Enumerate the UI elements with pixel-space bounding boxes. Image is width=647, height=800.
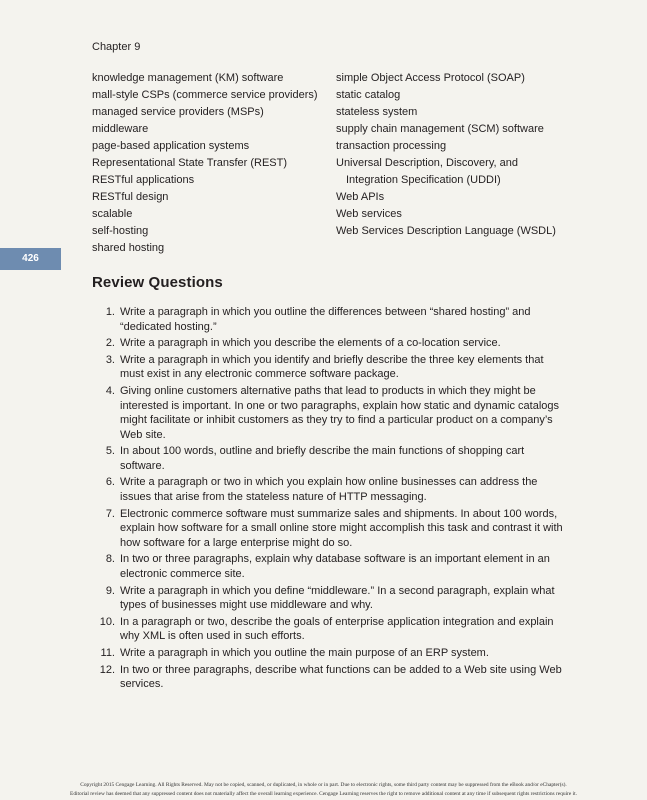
- review-question: [92, 507, 564, 551]
- review-question: [92, 444, 564, 473]
- question-number: 9.: [105, 584, 115, 597]
- copyright-notice: Copyright 2015 Cengage Learning. All Rights Reserved. May not be copied, scanned, or duplicated, in whole or in part. Due to electronic rights, some third party content may be suppressed from the eBook and/or eChapter(s).: [80, 782, 567, 788]
- question-text: In two or three paragraphs, describe what functions can be added to a Web site using Web services.: [120, 663, 562, 691]
- key-term: knowledge management (KM) software: [92, 72, 284, 84]
- question-text: Write a paragraph in which you outline the main purpose of an ERP system.: [120, 646, 489, 659]
- key-terms-column-1: [92, 70, 336, 257]
- review-question: [92, 475, 564, 504]
- review-question: [92, 336, 564, 351]
- question-text: Write a paragraph in which you identify and briefly describe the three key elements that must exist in any electronic commerce software package.: [120, 353, 544, 381]
- key-term: Web Services Description Language (WSDL): [336, 225, 556, 237]
- key-term: mall-style CSPs (commerce service providers): [92, 89, 318, 101]
- question-number: 2.: [105, 337, 115, 350]
- question-number: 1.: [105, 306, 115, 318]
- key-term: Universal Description, Discovery, and Integration Specification (UDDI): [336, 157, 518, 186]
- key-term: RESTful design: [92, 191, 169, 203]
- review-question: [92, 305, 564, 334]
- question-number: 11.: [100, 646, 115, 659]
- question-number: 8.: [105, 553, 115, 566]
- key-term: supply chain management (SCM) software: [336, 123, 544, 135]
- question-text: In a paragraph or two, describe the goals of enterprise application integration and explain why XML is often used in such efforts.: [120, 615, 554, 643]
- key-term: shared hosting: [92, 242, 165, 254]
- key-term: self-hosting: [92, 225, 149, 237]
- key-term: middleware: [92, 123, 149, 135]
- key-term: managed service providers (MSPs): [92, 106, 264, 118]
- question-text: In two or three paragraphs, explain why database software is an important element in an electronic commerce site.: [120, 553, 550, 580]
- review-question: [92, 646, 564, 661]
- key-terms: [92, 70, 572, 257]
- key-term: stateless system: [336, 106, 418, 118]
- question-text: Giving online customers alternative paths that lead to products in which they might be interested is important. In one or two paragraphs, explain how static and dynamic catalogs might facilitate or inhibit customers as they try to find a particular product on a company’s Web site.: [120, 385, 560, 441]
- question-text: Electronic commerce software must summarize sales and shipments. In about 100 words, explain how software for a small online store might accomplish this task and contrast it with how software for a large enterprise might do so.: [120, 507, 563, 549]
- key-term: Web APIs: [336, 191, 385, 203]
- question-number: 3.: [105, 353, 115, 366]
- question-text: Write a paragraph in which you outline the differences between “shared hosting” and “dedicated hosting.”: [120, 306, 531, 333]
- review-questions-heading: Review Questions: [92, 274, 223, 291]
- key-terms-column-2: [336, 70, 572, 257]
- review-question: [92, 353, 564, 382]
- key-term: Representational State Transfer (REST): [92, 157, 288, 169]
- chapter-header: Chapter 9: [92, 41, 141, 53]
- review-question: [92, 584, 564, 613]
- page-number-tab: 426: [0, 248, 61, 270]
- review-question: [92, 663, 564, 692]
- key-term: scalable: [92, 208, 133, 220]
- review-questions-list: [92, 305, 564, 694]
- review-question: [92, 552, 564, 581]
- key-term: Web services: [336, 208, 402, 220]
- review-question: [92, 615, 564, 644]
- question-number: 4.: [105, 385, 115, 398]
- key-term: simple Object Access Protocol (SOAP): [336, 72, 525, 84]
- question-number: 12.: [99, 663, 115, 676]
- review-question: [92, 384, 564, 442]
- question-text: Write a paragraph or two in which you explain how online businesses can address the issues that arise from the stateless nature of HTTP messaging.: [120, 476, 538, 503]
- question-number: 5.: [105, 445, 115, 458]
- question-number: 10.: [99, 615, 115, 628]
- question-text: In about 100 words, outline and briefly describe the main functions of shopping cart software.: [120, 445, 525, 472]
- key-term: transaction processing: [336, 140, 447, 152]
- key-term: static catalog: [336, 89, 401, 101]
- key-term: page-based application systems: [92, 140, 250, 152]
- question-text: Write a paragraph in which you define “middleware.” In a second paragraph, explain what types of businesses might use middleware and why.: [120, 584, 555, 611]
- question-number: 6.: [105, 476, 115, 489]
- question-text: Write a paragraph in which you describe the elements of a co-location service.: [120, 337, 501, 350]
- editorial-notice: Editorial review has deemed that any suppressed content does not materially affect the overall learning experience. Cengage Learning reserves the right to remove additional content at any time if subsequent rights restrictions require it.: [70, 791, 577, 797]
- question-number: 7.: [105, 507, 115, 520]
- key-term: RESTful applications: [92, 174, 195, 186]
